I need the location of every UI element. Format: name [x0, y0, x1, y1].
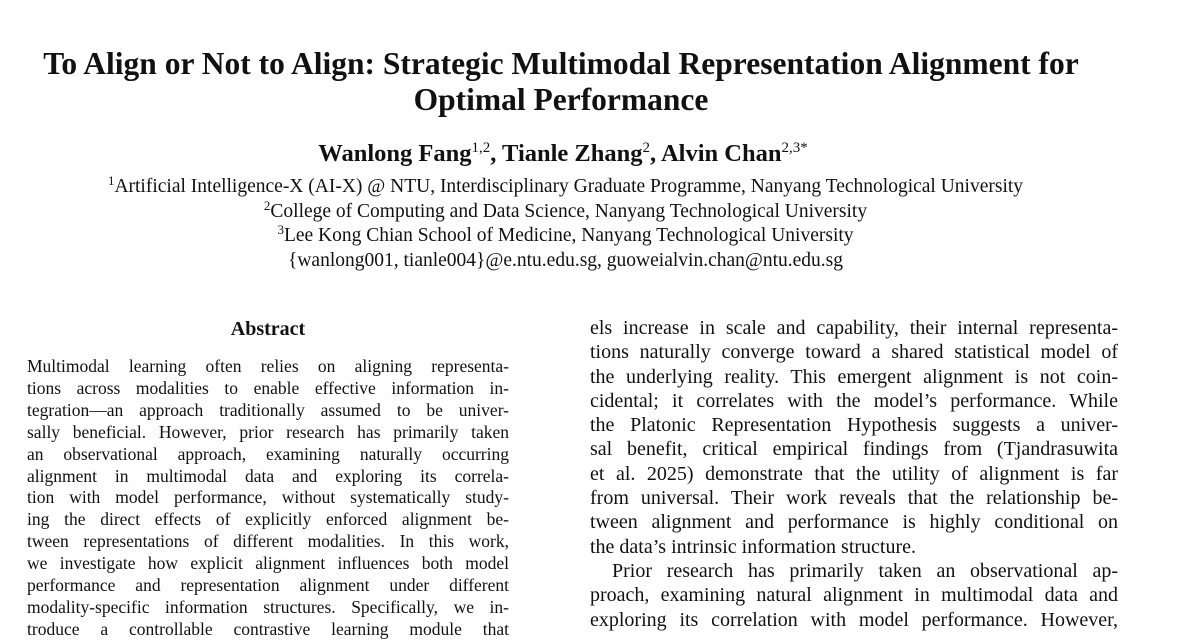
affiliation-1	[0, 175, 1131, 200]
abstract-line: modality-specific information structures. Specifically, we in-	[27, 596, 509, 617]
body-text-line: Prior research has primarily taken an observational ap-	[612, 559, 1118, 582]
abstract-line: alignment in multimodal data and exploring its correla-	[27, 465, 509, 486]
author-affiliation-marker: 2,3*	[781, 140, 808, 156]
body-text-line: the underlying reality. This emergent alignment is not coin-	[590, 365, 1118, 388]
abstract-line: tions across modalities to enable effective information in-	[27, 377, 509, 398]
affiliation-3-marker: 3	[277, 222, 284, 237]
affiliation-block	[0, 175, 1131, 273]
body-text-line: et al. 2025) demonstrate that the utility of alignment is far	[590, 462, 1118, 485]
abstract-line: sally beneficial. However, prior research has primarily taken	[27, 421, 509, 442]
author-separator: ,	[490, 140, 503, 167]
abstract-line: an observational approach, examining naturally occurring	[27, 443, 509, 464]
right-column	[590, 316, 1118, 632]
author-affiliation-marker: 2	[642, 140, 651, 156]
body-text-line: from universal. Their work reveals that the relationship be-	[590, 487, 1118, 510]
paper-title	[0, 46, 1122, 118]
title-line-1: To Align or Not to Align: Strategic Multimodal Representation Alignment for	[43, 46, 1079, 81]
abstract-heading: Abstract	[230, 318, 306, 340]
body-text-line: sal benefit, critical empirical findings from (Tjandrasuwita	[590, 438, 1118, 461]
author-name: Tianle Zhang	[502, 140, 643, 167]
abstract-line: tion with model performance, without systematically study-	[27, 487, 509, 508]
abstract-line: tween representations of different modalities. In this work,	[27, 531, 509, 552]
affiliation-2-marker: 2	[263, 197, 271, 213]
author-list	[0, 139, 1126, 169]
affiliation-3-text: Lee Kong Chian School of Medicine, Nanyang Technological University	[283, 225, 854, 246]
affiliation-1-marker: 1	[107, 173, 115, 188]
author-emails: {wanlong001, tianle004}@e.ntu.edu.sg, guoweialvin.chan@ntu.edu.sg	[287, 249, 844, 271]
abstract-line: we investigate how explicit alignment influences both model	[27, 553, 509, 574]
affiliation-2	[0, 197, 1131, 225]
abstract-body	[27, 356, 509, 641]
body-text-line: exploring its correlation with model performance. However,	[590, 608, 1118, 631]
affiliation-1-text: Artificial Intelligence-X (AI-X) @ NTU, Interdisciplinary Graduate Programme, Nanyang Technological University	[114, 176, 1024, 197]
body-paragraph-2	[590, 559, 1118, 632]
author-name: Wanlong Fang	[318, 140, 472, 167]
body-paragraph-1	[590, 316, 1118, 559]
author-affiliation-marker: 1,2	[471, 140, 491, 156]
body-text-line: the Platonic Representation Hypothesis suggests a univer-	[590, 414, 1118, 437]
body-text-line: tions naturally converge toward a shared statistical model of	[590, 341, 1118, 364]
author-separator: ,	[650, 140, 661, 167]
abstract-line: performance and representation alignment under different	[27, 575, 509, 596]
abstract-line: Multimodal learning often relies on aligning representa-	[27, 356, 509, 376]
title-line-2: Optimal Performance	[413, 82, 709, 117]
abstract-line: tegration—an approach traditionally assumed to be univer-	[27, 399, 509, 420]
abstract-line: troduce a controllable contrastive learning module that	[27, 618, 509, 639]
body-text-line: cidental; it correlates with the model’s performance. While	[590, 389, 1118, 412]
body-text-line: tween alignment and performance is highly conditional on	[590, 511, 1118, 534]
body-text-line: proach, examining natural alignment in multimodal data and	[590, 584, 1118, 607]
abstract-line: ing the direct effects of explicitly enforced alignment be-	[27, 509, 509, 530]
affiliation-2-text: College of Computing and Data Science, Nanyang Technological University	[270, 200, 868, 222]
body-text-line: the data’s intrinsic information structure.	[590, 535, 917, 558]
affiliation-3	[0, 224, 1131, 249]
left-column	[27, 316, 509, 641]
author-name: Alvin Chan	[660, 140, 782, 167]
body-text-line: els increase in scale and capability, their internal representa-	[590, 317, 1118, 339]
